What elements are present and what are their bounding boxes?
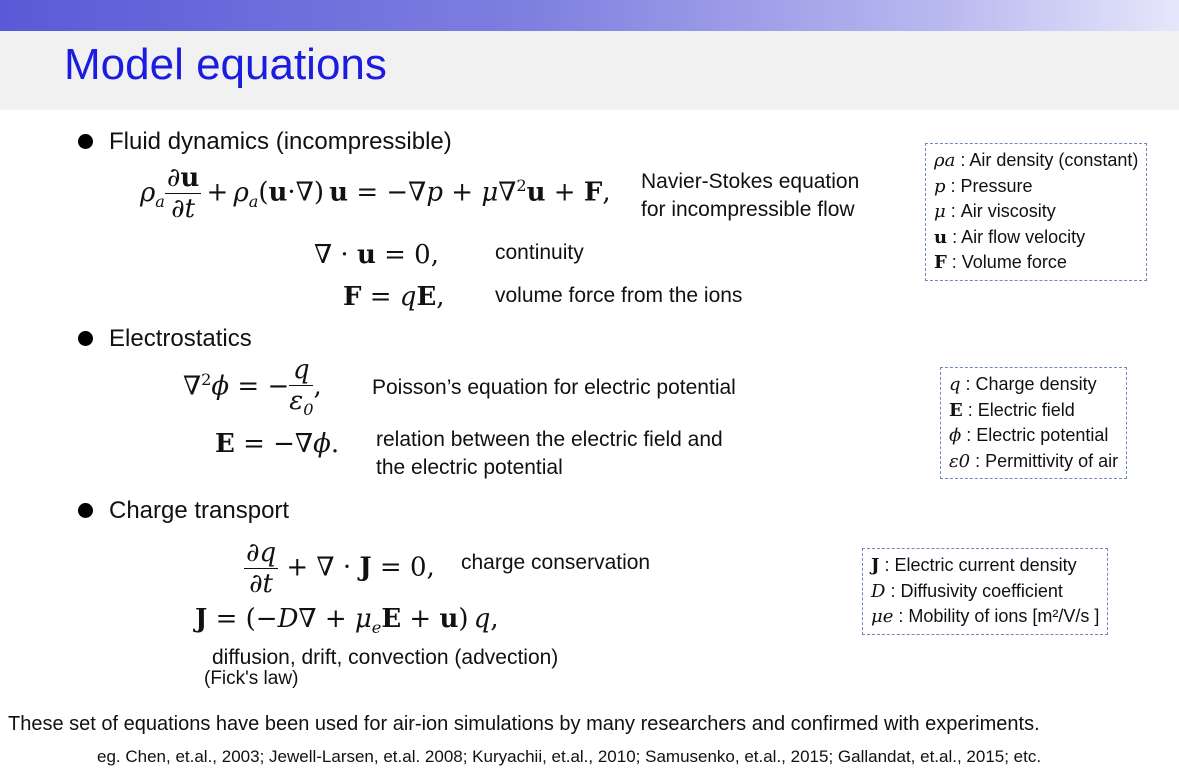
- page-title: Model equations: [64, 40, 387, 89]
- legend-row: ρa : Air density (constant): [934, 150, 1139, 171]
- section-heading-electrostatics: Electrostatics: [109, 325, 252, 352]
- bullet-icon: [78, 503, 93, 518]
- bullet-icon: [78, 331, 93, 346]
- desc-charge-conservation: charge conservation: [461, 551, 651, 574]
- legend-row: μe : Mobility of ions [m²/V/s ]: [871, 606, 1100, 628]
- desc-poisson: Poisson’s equation for electric potential: [372, 376, 736, 399]
- legend-row: J : Electric current density: [871, 555, 1077, 576]
- equation-volume-force: F = qE,: [343, 282, 445, 312]
- equation-continuity: ∇ · u = 0,: [314, 240, 439, 270]
- legend-row: u : Air flow velocity: [934, 226, 1086, 248]
- legend-row: ε0 : Permittivity of air: [949, 450, 1119, 472]
- legend-row: E : Electric field: [949, 399, 1075, 421]
- legend-row: q : Charge density: [949, 374, 1097, 395]
- header-bar: [0, 0, 1179, 31]
- desc-navier-stokes: Navier-Stokes equation for incompressible flow: [641, 170, 860, 222]
- section-heading-charge: Charge transport: [109, 497, 290, 524]
- section-heading-fluid: Fluid dynamics (incompressible): [109, 128, 452, 155]
- equation-navier-stokes: $\rho_a$ $\frac{\partial u}{\partial t}$ + $\rho_a(u\cdot\nabla) u = -\nabla p + \mu\nabla^2u + F$,: [140, 163, 611, 224]
- equation-electric-field: E = −∇ϕ.: [215, 429, 340, 459]
- equation-current-density: $J = (-D\nabla + \mu_eE + u)$ q,: [195, 604, 499, 638]
- equation-charge-conservation: $\frac{\partial q}{\partial t}$ + ∇ · J = 0,: [246, 538, 435, 599]
- references-text: eg. Chen, et.al., 2003; Jewell-Larsen, et.al. 2008; Kuryachii, et.al., 2010; Samusenko, et.al., 2015; Gallandat, et.al., 2015; etc.: [97, 747, 1042, 766]
- bullet-icon: [78, 134, 93, 149]
- desc-volume-force: volume force from the ions: [495, 284, 743, 307]
- legend-box-electrostatics: [940, 367, 1127, 479]
- desc-electric-field: relation between the electric field and the electric potential: [376, 428, 723, 480]
- footer-text: These set of equations have been used for air-ion simulations by many researchers and confirmed with experiments.: [8, 713, 1040, 735]
- desc-continuity: continuity: [495, 241, 584, 264]
- legend-box-fluid: [925, 143, 1147, 281]
- legend-row: F : Volume force: [934, 252, 1067, 274]
- note-ficks-law: (Fick's law): [204, 668, 299, 689]
- legend-row: μ : Air viscosity: [934, 201, 1056, 223]
- legend-box-charge: [862, 548, 1108, 635]
- desc-transport-terms: diffusion, drift, convection (advection): [212, 646, 559, 669]
- legend-row: ϕ : Electric potential: [949, 425, 1109, 447]
- legend-row: D : Diffusivity coefficient: [871, 580, 1063, 602]
- legend-row: p : Pressure: [934, 175, 1033, 197]
- equation-poisson: ∇$^2$ϕ = − $\frac{q}{\varepsilon_0}$ ,: [183, 355, 322, 420]
